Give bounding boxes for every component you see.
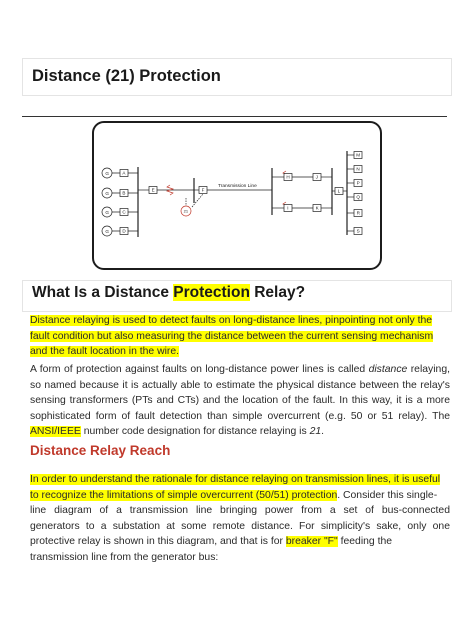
diagram-svg — [94, 123, 379, 267]
gen-label: G — [105, 228, 109, 234]
para2-line2: so named because it is actually able to estimate the physical distance between the relay's — [30, 379, 450, 391]
highlight: breaker "F" — [285, 536, 338, 548]
breaker-label: S — [356, 228, 360, 234]
section-title-highlight: Protection — [173, 284, 250, 301]
breaker-label: J — [315, 174, 318, 180]
breaker-label: Q — [356, 194, 360, 200]
breaker-label: A — [122, 170, 126, 176]
paragraph-distance — [30, 362, 450, 440]
highlight: to recognize the limitations of simple overcurrent (50/51) protection — [30, 489, 338, 501]
para1-line2: fault condition but also measuring the distance between the current sensing mechanism — [30, 330, 434, 342]
para3-line3: line diagram of a transmission line bringing power from a set of bus-connected — [30, 505, 450, 517]
text: protective relay is shown in this diagram, and that is for — [30, 536, 286, 548]
para3-line1: In order to understand the rationale for distance relaying on transmission lines, it is useful — [30, 474, 441, 485]
breaker-label: R — [356, 210, 360, 216]
text: A form of protection against faults on long-distance power lines is called — [30, 364, 369, 375]
para3-line6: transmission line from the generator bus: — [30, 551, 219, 563]
section-title-post: Relay? — [249, 284, 306, 301]
breaker-label: M — [356, 152, 361, 158]
page-title: Distance (21) Protection — [32, 67, 221, 85]
breaker-label: E — [151, 187, 155, 193]
breaker-label: B — [122, 190, 126, 196]
subsection-title: Distance Relay Reach — [30, 443, 171, 458]
text: feeding the — [337, 536, 393, 548]
text: relaying, — [407, 364, 450, 375]
breaker-label: H — [286, 174, 290, 180]
text: . Consider this single- — [337, 489, 438, 501]
breaker-label: N — [356, 166, 360, 172]
breaker-label: C — [122, 209, 126, 215]
relay-label: 21 — [183, 208, 189, 214]
breaker-label: F — [201, 187, 205, 193]
breaker-label: I — [287, 205, 289, 211]
single-line-diagram — [92, 121, 382, 270]
generators — [102, 168, 112, 236]
paragraph-intro — [30, 313, 450, 360]
para1-line1: Distance relaying is used to detect faults on long-distance lines, pinpointing not only the — [30, 315, 433, 326]
para2-line3: sensing transformers (PTs and CTs) and the location of the fault. In this way, it is a more — [30, 395, 450, 407]
breaker-label: K — [315, 205, 319, 211]
para1-line3: and the fault location in the wire. — [30, 346, 180, 358]
emphasis: 21 — [309, 426, 322, 438]
paragraph-reach — [30, 472, 450, 566]
breaker-label: L — [337, 188, 341, 194]
text: . — [321, 426, 325, 438]
section-title — [32, 284, 305, 302]
gen-label: G — [105, 190, 109, 196]
divider — [22, 116, 447, 117]
text: number code designation for distance relaying is — [80, 426, 310, 438]
section-title-pre: What Is a Distance — [32, 284, 174, 301]
para2-line4: sophisticated form of fault detection than simple overcurrent (e.g. 50 or 51 relay). The — [30, 410, 450, 422]
emphasis: distance — [368, 364, 408, 375]
para3-line4: generators to a substation at some remote distance. For simplicity's sake, only one — [30, 520, 450, 532]
breaker-label: P — [356, 180, 360, 186]
transmission-line-label: Transmission Line — [218, 184, 257, 189]
breaker-label: D — [122, 228, 126, 234]
highlight: ANSI/IEEE — [30, 426, 81, 438]
gen-label: G — [105, 170, 109, 176]
gen-label: G — [105, 209, 109, 215]
